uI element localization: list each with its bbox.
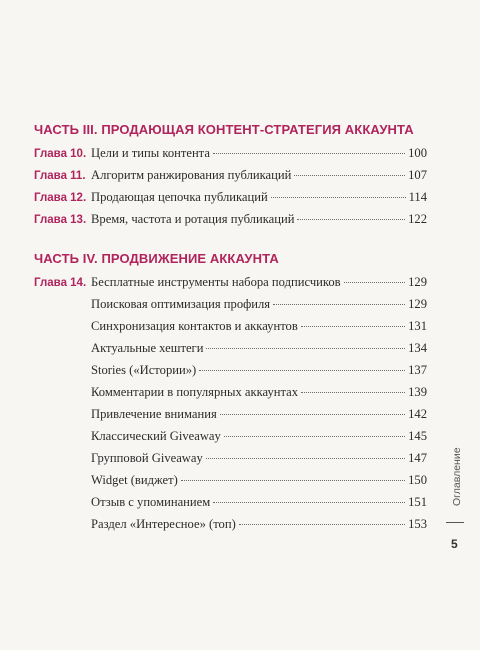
entry-title: Отзыв с упоминанием — [91, 495, 211, 509]
entry-title: Widget (виджет) — [91, 473, 178, 487]
entry-title: Алгоритм ранжирования публикаций — [91, 168, 292, 182]
dot-leader — [224, 436, 405, 437]
toc-subentry — [91, 404, 427, 424]
part-4-heading: ЧАСТЬ IV. ПРОДВИЖЕНИЕ АККАУНТА — [34, 251, 279, 266]
dot-leader — [199, 370, 405, 371]
page-folio: 5 — [451, 537, 458, 551]
entry-title: Актуальные хештеги — [91, 341, 204, 355]
page-number: 139 — [408, 385, 427, 399]
entry-title: Комментарии в популярных аккаунтах — [91, 385, 299, 399]
chapter-label: Глава 10. — [34, 148, 87, 160]
page-number: 129 — [408, 297, 427, 311]
entry-title: Продающая цепочка публикаций — [91, 190, 268, 204]
running-head-label: Оглавление — [451, 447, 463, 506]
toc-entry-chapter-11 — [34, 165, 427, 185]
toc-subentry — [91, 360, 427, 380]
entry-title: Поисковая оптимизация профиля — [91, 297, 271, 311]
toc-entry-chapter-14 — [34, 272, 427, 292]
dot-leader — [344, 282, 405, 283]
entry-title: Классический Giveaway — [91, 429, 221, 443]
chapter-label: Глава 12. — [34, 192, 87, 204]
entry-title: Stories («Истории») — [91, 363, 197, 377]
page-number: 131 — [408, 319, 427, 333]
toc-subentry — [91, 426, 427, 446]
entry-title: Раздел «Интересное» (топ) — [91, 517, 236, 531]
chapter-label: Глава 11. — [34, 170, 86, 182]
dot-leader — [301, 392, 405, 393]
chapter-label: Глава 13. — [34, 214, 87, 226]
entry-title: Время, частота и ротация публикаций — [91, 212, 295, 226]
toc-subentry — [91, 382, 427, 402]
toc-subentry — [91, 316, 427, 336]
entry-title: Синхронизация контактов и аккаунтов — [91, 319, 298, 333]
page-number: 134 — [408, 341, 427, 355]
dot-leader — [301, 326, 405, 327]
page-number: 114 — [408, 190, 427, 204]
toc-subentry — [91, 514, 427, 534]
page-number: 147 — [408, 451, 427, 465]
page-number: 153 — [408, 517, 427, 531]
part-3-heading: ЧАСТЬ III. ПРОДАЮЩАЯ КОНТЕНТ-СТРАТЕГИЯ АККАУНТА — [34, 122, 414, 137]
dot-leader — [294, 175, 405, 176]
entry-title: Бесплатные инструменты набора подписчиков — [91, 275, 341, 289]
dot-leader — [297, 219, 405, 220]
toc-subentry — [91, 448, 427, 468]
toc-entry-chapter-12 — [34, 187, 427, 207]
dot-leader — [181, 480, 405, 481]
dot-leader — [239, 524, 405, 525]
page-number: 142 — [408, 407, 427, 421]
dot-leader — [271, 197, 406, 198]
dot-leader — [220, 414, 405, 415]
toc-subentry — [91, 492, 427, 512]
dot-leader — [213, 153, 405, 154]
toc-entry-chapter-13 — [34, 209, 427, 229]
page-number: 150 — [408, 473, 427, 487]
page-number: 137 — [408, 363, 427, 377]
dot-leader — [213, 502, 405, 503]
running-head-rule — [446, 522, 464, 523]
page-number: 107 — [408, 168, 427, 182]
dot-leader — [273, 304, 405, 305]
page-number: 122 — [408, 212, 427, 226]
toc-subentry — [91, 338, 427, 358]
dot-leader — [206, 348, 405, 349]
chapter-label: Глава 14. — [34, 277, 87, 289]
page-number: 145 — [408, 429, 427, 443]
entry-title: Цели и типы контента — [91, 146, 210, 160]
entry-title: Групповой Giveaway — [91, 451, 203, 465]
toc-entry-chapter-10 — [34, 143, 427, 163]
page-number: 129 — [408, 275, 427, 289]
toc-subentry — [91, 294, 427, 314]
entry-title: Привлечение внимания — [91, 407, 217, 421]
toc-subentry — [91, 470, 427, 490]
page-number: 151 — [408, 495, 427, 509]
page-number: 100 — [408, 146, 427, 160]
dot-leader — [206, 458, 405, 459]
